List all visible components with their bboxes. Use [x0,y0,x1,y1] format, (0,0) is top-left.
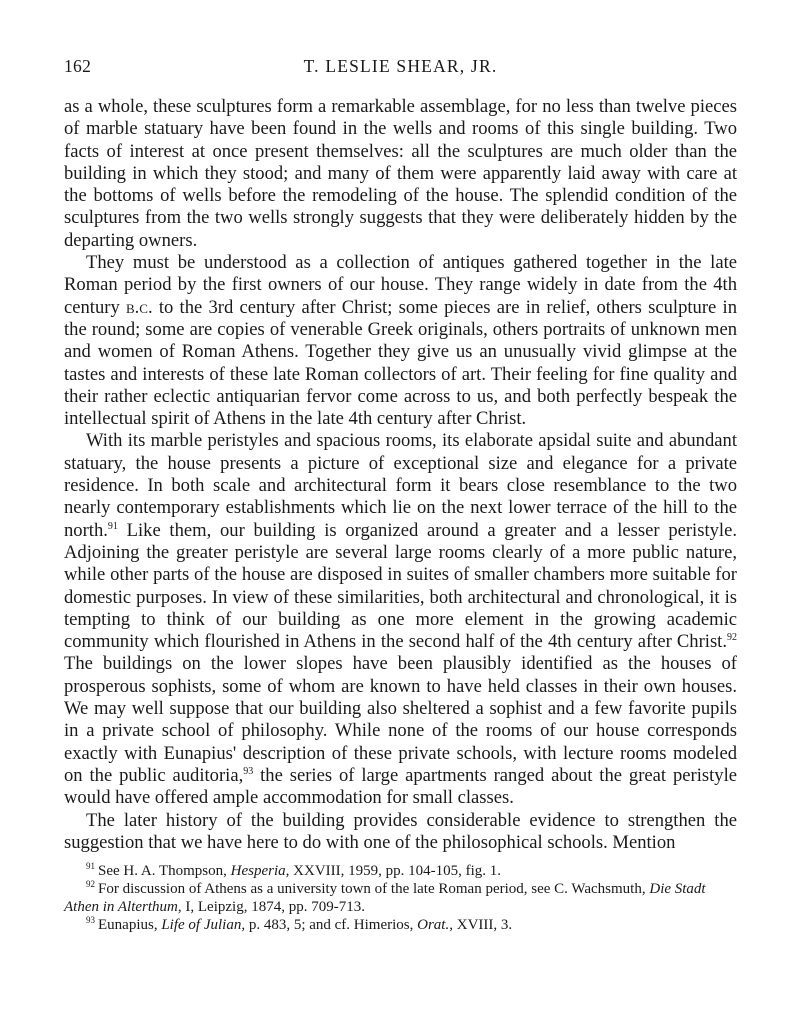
text-run: XXVIII, 1959, pp. 104-105, fig. 1. [289,863,502,880]
paragraph [64,430,737,809]
text-run: With its marble peristyles and spacious rooms, its elaborate apsidal suite and abundant statuary, the house presents a picture of exceptional size and elegance for a private residence. In both scale and architectural form it bears close resemblance to the two nearly contemporary establishments which lie on the next lower terrace of the hill to the north. [64,430,737,541]
footnote-label: 91 [86,861,95,872]
footnote-reference: 91 [107,520,118,532]
text-run: p. 483, 5; and cf. Himerios, [245,917,418,934]
footnotes [64,862,737,934]
italic-text: Die Stadt Athen in Alterthum, [64,881,706,916]
text-run: The later history of the building provides considerable evidence to strengthen the suggestion that we have here to do with one of the philosophical schools. Mention [64,809,737,853]
running-head: T. LESLIE SHEAR, JR. [303,56,498,76]
page-header [64,56,737,82]
text-run: Eunapius, [98,917,162,934]
text-run: XVIII, 3. [452,917,513,934]
italic-text: Life of Julian, [161,917,246,934]
small-caps-text: b.c. [125,296,153,318]
footnote [64,862,737,880]
page-number: 162 [64,56,92,76]
text-run: Like them, our building is organized around a greater and a lesser peristyle. Adjoining the greater peristyle are several large rooms clearly of a more public nature, while other parts of the house are disposed in suites of smaller chambers more suitable for domestic purposes. In view of these similarities, both architectural and chronological, it is tempting to think of our building as one more element in the growing academic community which flourished in Athens in the second half of the 4th century after Christ. [64,519,737,653]
footnote-label: 92 [86,879,95,890]
text-run: the series of large apartments ranged about the great peristyle would have offered ample accommodation for small classes. [64,764,737,809]
paragraph [64,96,737,252]
paragraph [64,252,737,430]
text-run: The buildings on the lower slopes have been plausibly identified as the houses of prosperous sophists, some of whom are known to have held classes in their own houses. We may well suppose that our building also sheltered a sophist and a few favorite pupils in a private school of philosophy. While none of the rooms of our house corresponds exactly with Eunapius' description of these private schools, with lecture rooms modeled on the public auditoria, [64,653,737,786]
footnote-label: 93 [86,915,95,926]
text-run: For discussion of Athens as a university town of the late Roman period, see C. Wachsmuth, [98,881,650,898]
footnote-reference: 93 [243,765,254,777]
text-run: to the 3rd century after Christ; some pieces are in relief, others sculpture in the round; some are copies of venerable Greek originals, others portraits of unknown men and women of Roman Athens. Together they give us an unusually vivid glimpse at the tastes and interests of these late Roman collectors of art. Their feeling for fine quality and their rather eclectic antiquarian fervor come across to us, and both perfectly bespeak the intellectual spirit of Athens in the late 4th century after Christ. [64,296,737,430]
page [64,56,737,934]
text-run: They must be understood as a collection of antiques gathered together in the late Roman period by the first owners of our house. They range widely in date from the 4th century [64,252,737,318]
italic-text: Orat., [417,917,453,934]
footnote [64,880,737,916]
text-run: I, Leipzig, 1874, pp. 709-713. [181,899,365,916]
italic-text: Hesperia, [230,863,290,880]
body-text [64,96,737,854]
footnote-reference: 92 [727,631,737,643]
text-run: as a whole, these sculptures form a remarkable assemblage, for no less than twelve pieces of marble statuary have been found in the wells and rooms of this single building. Two facts of interest at once present themselves: all the sculptures are much older than the building in which they stood; and many of them were apparently laid away with care at the bottoms of wells before the remodeling of the house. The splendid condition of the sculptures from the two wells strongly suggests that they were deliberately hidden by the departing owners. [64,96,737,251]
paragraph [64,810,737,855]
footnote [64,916,737,934]
text-run: See H. A. Thompson, [98,863,231,880]
